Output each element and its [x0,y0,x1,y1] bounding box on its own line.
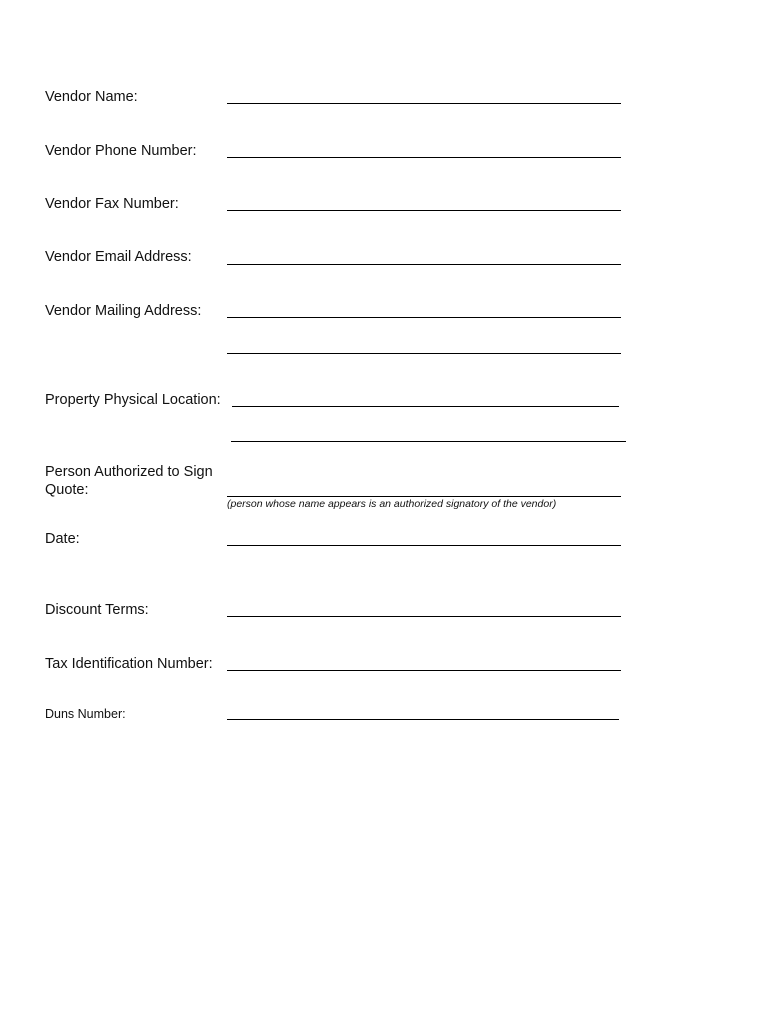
date-label: Date: [45,531,80,547]
authorized-signer-label-line1: Person Authorized to Sign [45,464,213,480]
tax-id-field[interactable] [227,670,621,671]
date-field[interactable] [227,545,621,546]
authorized-signer-label-line2: Quote: [45,482,89,498]
vendor-phone-label: Vendor Phone Number: [45,143,197,159]
vendor-mailing-label: Vendor Mailing Address: [45,303,202,319]
vendor-fax-field[interactable] [227,210,621,211]
vendor-mailing-field-line1[interactable] [227,317,621,318]
property-location-label: Property Physical Location: [45,392,221,408]
property-location-field-line2[interactable] [231,441,626,442]
discount-terms-label: Discount Terms: [45,602,149,618]
vendor-email-field[interactable] [227,264,621,265]
authorized-signer-note: (person whose name appears is an authorized signatory of the vendor) [227,498,557,510]
vendor-phone-field[interactable] [227,157,621,158]
tax-id-label: Tax Identification Number: [45,656,213,672]
vendor-fax-label: Vendor Fax Number: [45,196,179,212]
vendor-name-label: Vendor Name: [45,89,138,105]
property-location-field-line1[interactable] [232,406,619,407]
authorized-signer-field[interactable] [227,496,621,497]
vendor-name-field[interactable] [227,103,621,104]
discount-terms-field[interactable] [227,616,621,617]
duns-number-label: Duns Number: [45,707,126,721]
vendor-email-label: Vendor Email Address: [45,249,192,265]
duns-number-field[interactable] [227,719,619,720]
vendor-mailing-field-line2[interactable] [227,353,621,354]
